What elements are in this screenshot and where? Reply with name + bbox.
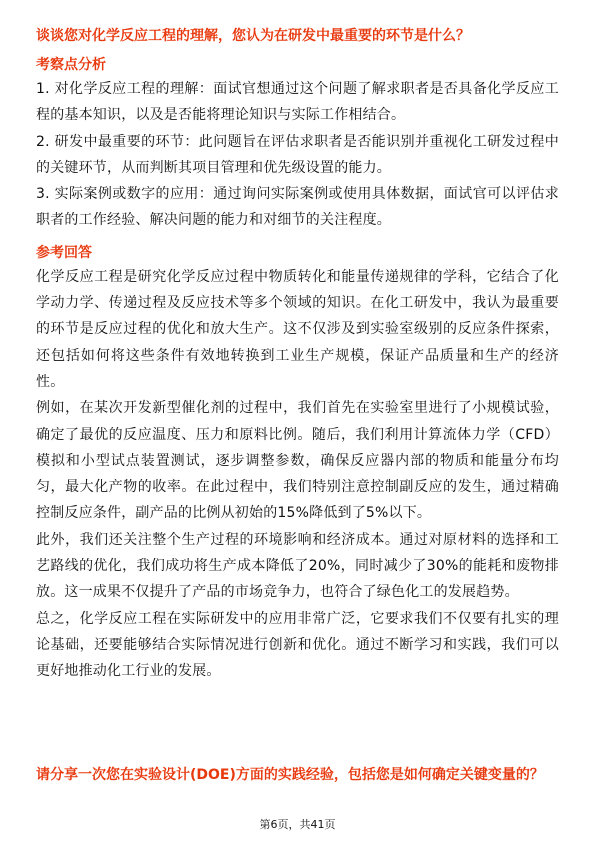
analysis-title: 考察点分析 xyxy=(36,57,106,73)
analysis-item: 1. 对化学反应工程的理解：面试官想通过这个问题了解求职者是否具备化学反应工程的基本知识，以及是否能将理论知识与实际工作相结合。 xyxy=(36,81,559,124)
analysis-item: 2. 研发中最重要的环节：此问题旨在评估求职者是否能识别并重视化工研发过程中的关键环节，从而判断其项目管理和优先级设置的能力。 xyxy=(36,133,559,176)
answer-title: 参考回答 xyxy=(36,244,92,261)
answer-body xyxy=(36,264,559,685)
analysis-item: 3. 实际案例或数字的应用：通过询问实际案例或使用具体数据，面试官可以评估求职者的工作经验、解决问题的能力和对细节的关注程度。 xyxy=(36,186,559,229)
next-question-heading: 请分享一次您在实验设计(DOE)方面的实践经验，包括您是如何确定关键变量的？ xyxy=(36,767,544,783)
page-number: 第6页，共41页 xyxy=(259,818,336,831)
question-heading: 谈谈您对化学反应工程的理解，您认为在研发中最重要的环节是什么？ xyxy=(36,28,470,44)
answer-paragraph: 化学反应工程是研究化学反应过程中物质转化和能量传递规律的学科，它结合了化学动力学、传递过程及反应技术等多个领域的知识。在化工研发中，我认为最重要的环节是反应过程的优化和放大生产。这不仅涉及到实验室级别的反应条件探索，还包括如何将这些条件有效地转换到工业生产规模，保证产品质量和生产的经济性。 xyxy=(36,268,559,390)
answer-paragraph: 例如，在某次开发新型催化剂的过程中，我们首先在实验室里进行了小规模试验，确定了最优的反应温度、压力和原料比例。随后，我们利用计算流体力学（CFD）模拟和小型试点装置测试，逐步调整参数，确保反应器内部的物质和能量分布均匀，最大化产物的收率。在此过程中，我们特别注意控制副反应的发生，通过精确控制反应条件，副产品的比例从初始的15%降低到了5%以下。 xyxy=(36,400,559,522)
answer-paragraph: 此外，我们还关注整个生产过程的环境影响和经济成本。通过对原材料的选择和工艺路线的优化，我们成功将生产成本降低了20%，同时减少了30%的能耗和废物排放。这一成果不仅提升了产品的市场竞争力，也符合了绿色化工的发展趋势。 xyxy=(36,531,559,601)
answer-paragraph: 总之，化学反应工程在实际研发中的应用非常广泛，它要求我们不仅要有扎实的理论基础，还要能够结合实际情况进行创新和优化。通过不断学习和实践，我们可以更好地推动化工行业的发展。 xyxy=(36,610,559,680)
analysis-list xyxy=(36,76,559,234)
page-content xyxy=(36,24,559,685)
